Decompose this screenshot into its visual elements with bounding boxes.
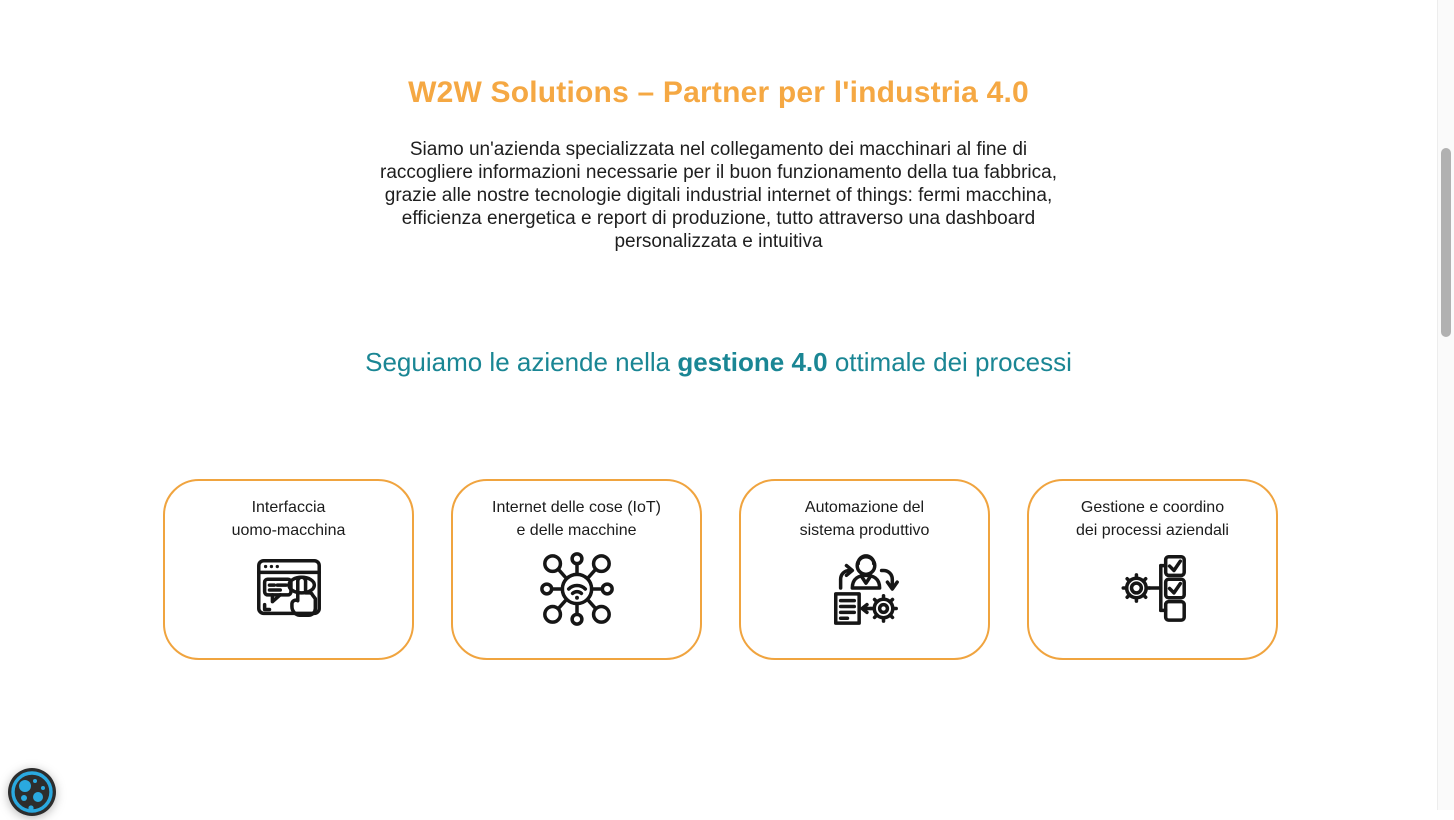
tagline-suffix: ottimale dei processi xyxy=(827,347,1072,377)
card-label-line2: sistema produttivo xyxy=(799,522,930,539)
card-automazione-sistema-produttivo xyxy=(739,479,990,660)
card-internet-delle-cose xyxy=(451,479,702,660)
card-label-line1: Gestione e coordino xyxy=(1080,499,1225,516)
card-label xyxy=(1076,496,1229,542)
intro-paragraph: Siamo un'azienda specializzata nel collegamento dei macchinari al fine di raccogliere informazioni necessarie per il buon funzionamento della tua fabbrica, grazie alle nostre tecnologie digitali industrial internet of things: fermi macchina, efficienza energetica e report di produzione, tutto attraverso una dashboard personalizzata e intuitiva xyxy=(380,139,1057,252)
page-title: W2W Solutions – Partner per l'industria 4.0 xyxy=(408,76,1029,109)
card-interfaccia-uomo-macchina xyxy=(163,479,414,660)
tagline xyxy=(0,347,1437,378)
card-label xyxy=(492,496,661,542)
tagline-highlight: gestione 4.0 xyxy=(677,347,828,377)
card-label-line1: Automazione del xyxy=(804,499,925,516)
scrollbar-track[interactable] xyxy=(1437,0,1454,810)
card-label-line1: Interfaccia xyxy=(251,499,326,516)
human-machine-interface-icon xyxy=(248,547,330,629)
card-label xyxy=(232,496,346,542)
card-label-line1: Internet delle cose (IoT) xyxy=(492,499,661,516)
feature-cards-row xyxy=(163,479,1278,660)
iot-network-icon xyxy=(536,547,618,629)
card-label-line2: e delle macchine xyxy=(516,522,637,539)
process-management-icon xyxy=(1112,547,1194,629)
scrollbar-thumb[interactable] xyxy=(1441,148,1451,337)
card-gestione-processi-aziendali xyxy=(1027,479,1278,660)
production-automation-icon xyxy=(824,547,906,629)
card-label xyxy=(800,496,930,542)
card-label-line2: dei processi aziendali xyxy=(1076,522,1229,539)
tagline-prefix: Seguiamo le aziende nella xyxy=(365,347,678,377)
card-label-line2: uomo-macchina xyxy=(231,522,346,539)
